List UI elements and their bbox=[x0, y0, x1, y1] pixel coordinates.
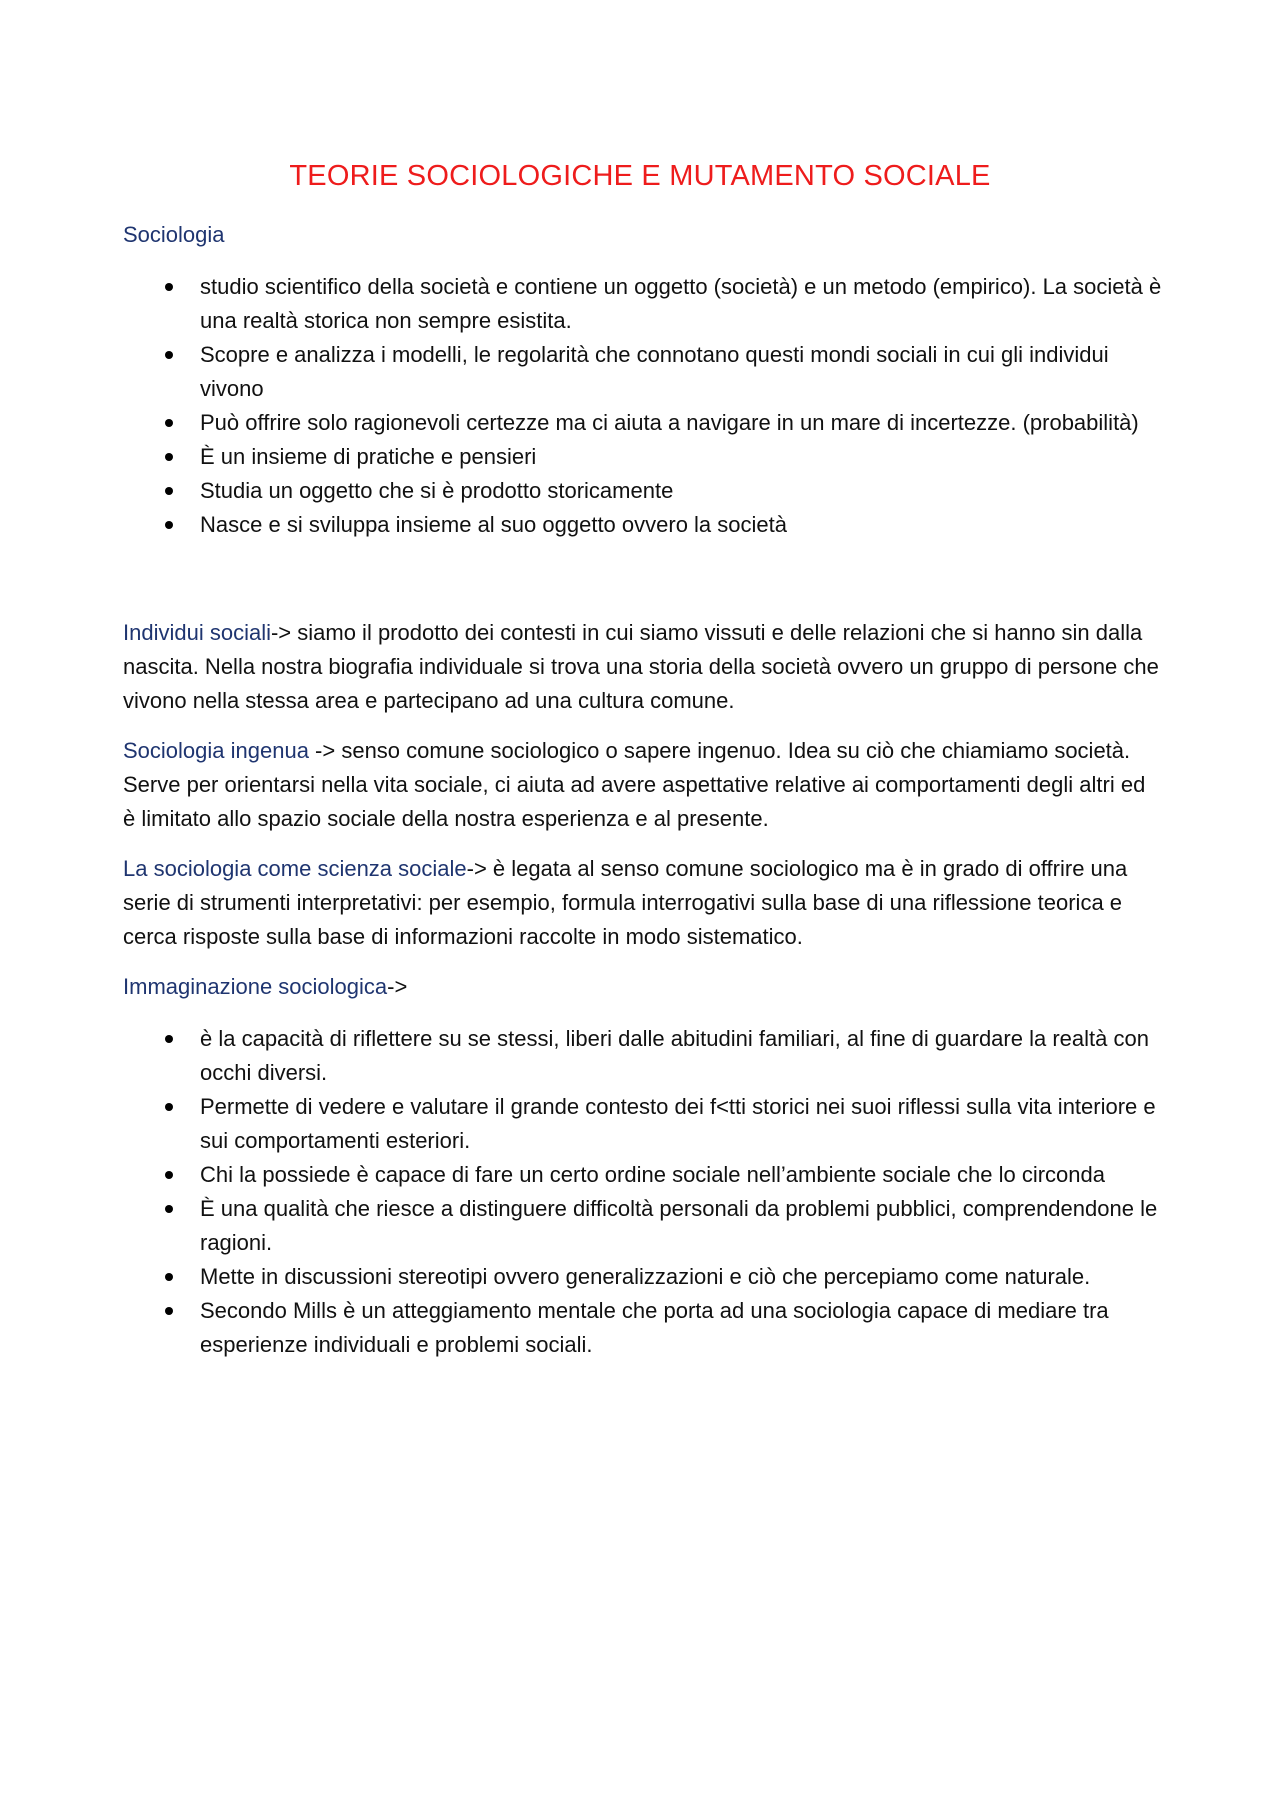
list-item: studio scientifico della società e contiene un oggetto (società) e un metodo (empirico). La società è una realtà storica non sempre esistita. bbox=[200, 270, 1163, 338]
spacer bbox=[123, 542, 1163, 616]
spacer bbox=[123, 954, 1163, 970]
term-sociologia-ingenua: Sociologia ingenua bbox=[123, 738, 309, 763]
list-item: Secondo Mills è un atteggiamento mentale che porta ad una sociologia capace di mediare tra esperienze individuali e problemi sociali. bbox=[200, 1294, 1163, 1362]
list-item: Chi la possiede è capace di fare un certo ordine sociale nell’ambiente sociale che lo circonda bbox=[200, 1158, 1163, 1192]
term-scienza-sociale: La sociologia come scienza sociale bbox=[123, 856, 467, 881]
paragraph-text: -> è legata al senso comune sociologico ma è in grado di offrire una serie di strumenti interpretativi: per esempio, formula interrogativi sulla base di una riflessione teorica e cerca risposte sulla base di informazioni raccolte in modo sistematico. bbox=[123, 856, 1128, 949]
sociologia-bullet-list bbox=[123, 270, 1163, 542]
list-item: È una qualità che riesce a distinguere difficoltà personali da problemi pubblici, comprendendone le ragioni. bbox=[200, 1192, 1163, 1260]
paragraph-text: -> senso comune sociologico o sapere ingenuo. Idea su ciò che chiamiamo società. Serve per orientarsi nella vita sociale, ci aiuta ad avere aspettative relative ai comportamenti degli altri ed è limitato allo spazio sociale della nostra esperienza e al presente. bbox=[123, 738, 1146, 831]
term-suffix: -> bbox=[387, 974, 408, 999]
paragraph-sociologia-ingenua bbox=[123, 734, 1163, 836]
paragraph-individui-sociali bbox=[123, 616, 1163, 718]
document-title: TEORIE SOCIOLOGICHE E MUTAMENTO SOCIALE bbox=[289, 160, 991, 192]
spacer bbox=[123, 836, 1163, 852]
list-item: Permette di vedere e valutare il grande contesto dei f<tti storici nei suoi riflessi sulla vita interiore e sui comportamenti esteriori. bbox=[200, 1090, 1163, 1158]
list-item: Scopre e analizza i modelli, le regolarità che connotano questi mondi sociali in cui gli individui vivono bbox=[200, 338, 1163, 406]
paragraph-text: -> siamo il prodotto dei contesti in cui siamo vissuti e delle relazioni che si hanno sin dalla nascita. Nella nostra biografia individuale si trova una storia della società ovvero un gruppo di persone che vivono nella stessa area e partecipano ad una cultura comune. bbox=[123, 620, 1159, 713]
paragraph-scienza-sociale bbox=[123, 852, 1163, 954]
list-item: Studia un oggetto che si è prodotto storicamente bbox=[200, 474, 1163, 508]
spacer bbox=[123, 718, 1163, 734]
list-item: Può offrire solo ragionevoli certezze ma ci aiuta a navigare in un mare di incertezze. (probabilità) bbox=[200, 406, 1163, 440]
term-individui-sociali: Individui sociali bbox=[123, 620, 271, 645]
immaginazione-bullet-list bbox=[123, 1022, 1163, 1362]
term-immaginazione-sociologica: Immaginazione sociologica bbox=[123, 974, 388, 999]
section-heading-sociologia: Sociologia bbox=[123, 222, 225, 247]
list-item: Mette in discussioni stereotipi ovvero generalizzazioni e ciò che percepiamo come naturale. bbox=[200, 1260, 1163, 1294]
list-item: è la capacità di riflettere su se stessi, liberi dalle abitudini familiari, al fine di guardare la realtà con occhi diversi. bbox=[200, 1022, 1163, 1090]
section-heading-immaginazione bbox=[123, 970, 1163, 1004]
list-item: Nasce e si sviluppa insieme al suo oggetto ovvero la società bbox=[200, 508, 1163, 542]
list-item: È un insieme di pratiche e pensieri bbox=[200, 440, 1163, 474]
document-body bbox=[123, 218, 1163, 1362]
